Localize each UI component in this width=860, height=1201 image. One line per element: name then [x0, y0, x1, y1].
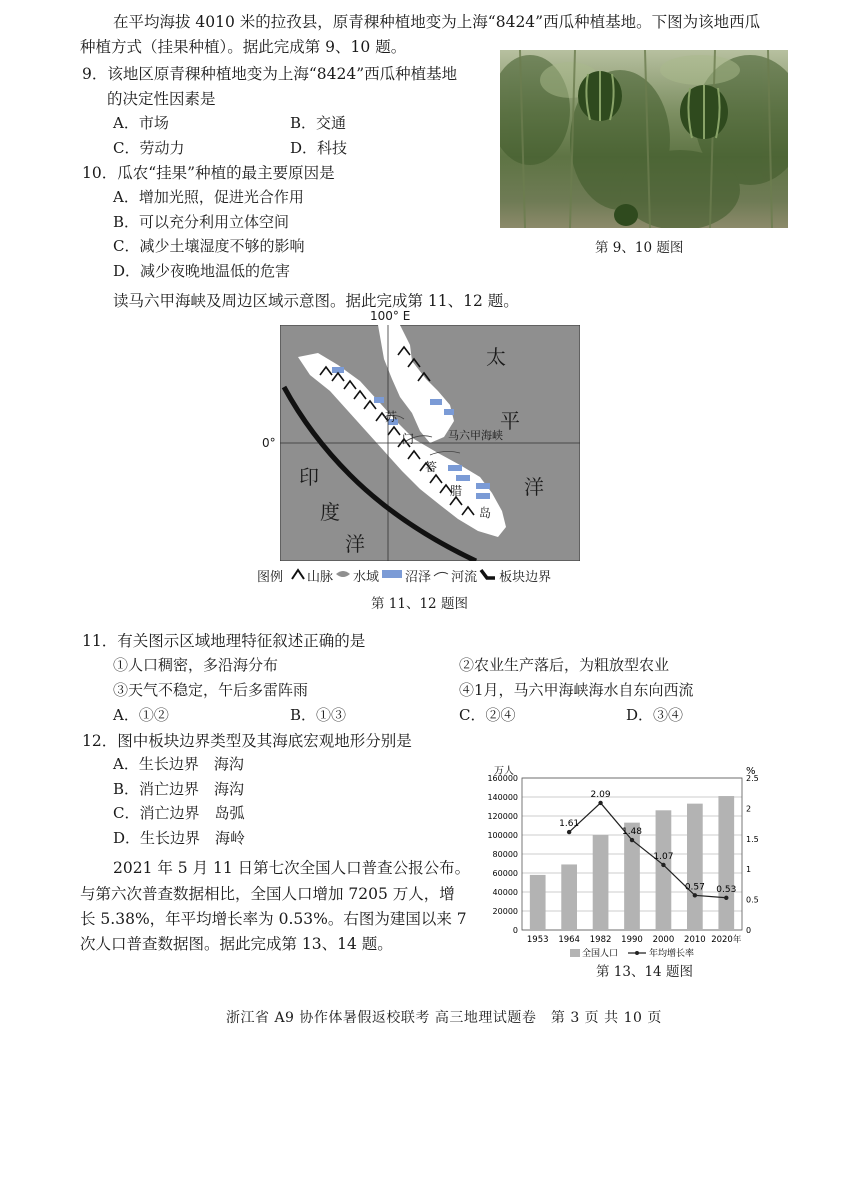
- chart-caption: 第 13、14 题图: [596, 964, 693, 980]
- q9-stem-line2: 的决定性因素是: [107, 90, 216, 108]
- q10-option-c: C．减少土壤湿度不够的影响: [113, 237, 305, 255]
- q12-option-a: A．生长边界 海沟: [113, 755, 244, 773]
- q12-option-c: C．消亡边界 岛弧: [113, 804, 245, 822]
- map-pacific-1: 太: [486, 345, 506, 369]
- map-sumatra-3: 答: [425, 460, 438, 474]
- population-census-chart: [470, 762, 780, 974]
- q9-option-b: B．交通: [290, 114, 347, 132]
- growth-rate-label: 2.09: [590, 789, 611, 800]
- q12-stem: 12．图中板块边界类型及其海底宏观地形分别是: [82, 732, 412, 750]
- intro-13-14-line4: 次人口普查数据图。据此完成第 13、14 题。: [80, 935, 393, 953]
- intro-11-12: 读马六甲海峡及周边区域示意图。据此完成第 11、12 题。: [113, 292, 519, 310]
- x-tick-label: 1953: [526, 935, 549, 945]
- left-tick-label: 120000: [487, 812, 518, 821]
- legend-title: 图例: [257, 570, 284, 585]
- legend-line-label: 年均增长率: [649, 949, 695, 959]
- map-sumatra-1: 苏: [385, 410, 398, 424]
- q9-stem-line1: 9．该地区原青稞种植地变为上海“8424”西瓜种植基地: [82, 65, 458, 83]
- q9-option-a: A．市场: [113, 114, 169, 132]
- intro-9-10-line2: 种植方式（挂果种植）。据此完成第 9、10 题。: [80, 38, 407, 56]
- map-pacific-2: 平: [500, 409, 520, 433]
- growth-rate-label: 0.57: [684, 882, 705, 893]
- right-tick-label: 2.5: [746, 774, 759, 783]
- right-tick-label: 1: [746, 865, 752, 875]
- water-legend-icon: [335, 568, 351, 584]
- legend-bar-swatch: [570, 949, 580, 957]
- q11-statement-1: ①人口稠密，多沿海分布: [113, 656, 279, 674]
- map-pacific-3: 洋: [524, 475, 544, 499]
- population-bar: [530, 875, 546, 930]
- growth-rate-point: [567, 830, 571, 834]
- swamp-legend-icon: [381, 568, 403, 583]
- right-tick-label: 0.5: [746, 895, 759, 905]
- legend-water: 水域: [353, 570, 380, 585]
- growth-rate-point: [598, 801, 602, 805]
- q9-option-d: D．科技: [290, 139, 348, 157]
- watermelon-photo: [500, 50, 788, 228]
- boundary-legend-icon: [479, 568, 497, 584]
- q10-option-d: D．减少夜晚地温低的危害: [113, 262, 291, 280]
- q10-option-b: B．可以充分利用立体空间: [113, 213, 290, 231]
- x-tick-label: 2000: [652, 935, 675, 945]
- map-meridian-label: 100° E: [370, 309, 411, 323]
- left-tick-label: 100000: [487, 831, 518, 840]
- map-equator-label: 0°: [262, 436, 276, 450]
- q11-option-b: B．①③: [290, 706, 347, 724]
- growth-rate-point: [630, 838, 634, 842]
- x-tick-label: 2010: [684, 935, 706, 945]
- x-tick-label: 2020年: [711, 935, 742, 945]
- page-footer: 浙江省 A9 协作体暑假返校联考 高三地理试题卷 第 3 页 共 10 页: [226, 1010, 662, 1026]
- q11-option-d: D．③④: [626, 706, 684, 724]
- x-tick-label: 1982: [589, 935, 612, 945]
- growth-rate-label: 0.53: [716, 884, 737, 895]
- legend-river: 河流: [451, 570, 478, 585]
- legend-swamp: 沼泽: [405, 570, 432, 585]
- mountain-legend-icon: [291, 568, 305, 584]
- population-bar: [593, 835, 609, 930]
- intro-9-10-line1: 在平均海拔 4010 米的拉孜县，原青稞种植地变为上海“8424”西瓜种植基地。下图为该地西瓜: [113, 13, 761, 31]
- legend-boundary: 板块边界: [499, 570, 552, 585]
- x-tick-label: 1964: [558, 935, 580, 945]
- right-tick-label: 1.5: [746, 834, 759, 844]
- intro-13-14-line2: 与第六次普查数据相比，全国人口增加 7205 万人，增: [80, 885, 455, 903]
- q11-option-a: A．①②: [113, 706, 169, 724]
- q11-option-c: C．②④: [459, 706, 516, 724]
- map-indian-3: 洋: [345, 532, 365, 556]
- q12-option-b: B．消亡边界 海沟: [113, 780, 245, 798]
- growth-rate-point: [724, 896, 728, 900]
- intro-13-14-line3: 长 5.38%，年平均增长率为 0.53%。右图为建国以来 7: [80, 910, 467, 928]
- left-tick-label: 20000: [492, 907, 518, 916]
- q11-stem: 11．有关图示区域地理特征叙述正确的是: [82, 632, 366, 650]
- malacca-map: [280, 325, 580, 561]
- map-strait-label: 马六甲海峡: [448, 429, 503, 442]
- left-tick-label: 40000: [492, 888, 518, 897]
- growth-rate-point: [693, 893, 697, 897]
- q9-option-c: C．劳动力: [113, 139, 185, 157]
- x-tick-label: 1990: [621, 935, 643, 945]
- population-bar: [684, 804, 705, 930]
- left-tick-label: 140000: [487, 793, 518, 802]
- right-tick-label: 2: [746, 804, 752, 814]
- growth-rate-label: 1.07: [653, 851, 674, 862]
- population-bar: [561, 864, 577, 930]
- map-indian-2: 度: [320, 500, 340, 524]
- photo-caption: 第 9、10 题图: [595, 240, 684, 256]
- map-sumatra-5: 岛: [479, 506, 492, 520]
- growth-rate-point: [661, 863, 665, 867]
- map-legend: [257, 566, 551, 585]
- q11-statement-4: ④1月，马六甲海峡海水自东向西流: [459, 681, 694, 699]
- q10-stem: 10．瓜农“挂果”种植的最主要原因是: [82, 164, 335, 182]
- q11-statement-2: ②农业生产落后，为粗放型农业: [459, 656, 670, 674]
- q11-statement-3: ③天气不稳定，午后多雷阵雨: [113, 681, 309, 699]
- map-sumatra-2: 门: [402, 432, 415, 446]
- left-unit-label: 万人: [494, 766, 514, 777]
- q12-option-d: D．生长边界 海岭: [113, 829, 246, 847]
- left-tick-label: 0: [512, 926, 518, 935]
- river-legend-icon: [433, 568, 449, 583]
- growth-rate-label: 1.48: [621, 827, 643, 838]
- right-tick-label: 0: [746, 926, 752, 935]
- left-tick-label: 160000: [487, 774, 518, 783]
- right-unit-label: %: [746, 766, 756, 777]
- left-tick-label: 60000: [492, 869, 518, 878]
- map-indian-1: 印: [299, 465, 319, 489]
- map-sumatra-4: 腊: [450, 484, 463, 498]
- intro-13-14-line1: 2021 年 5 月 11 日第七次全国人口普查公报公布。: [113, 859, 471, 877]
- left-tick-label: 80000: [492, 850, 518, 859]
- population-bar: [716, 796, 737, 930]
- growth-rate-label: 1.61: [559, 819, 580, 830]
- legend-bar-label: 全国人口: [582, 949, 619, 959]
- map-caption: 第 11、12 题图: [371, 596, 468, 612]
- census-chart-svg: [470, 762, 780, 974]
- legend-mountain: 山脉: [307, 570, 334, 585]
- legend-line-marker: [635, 951, 639, 955]
- q10-option-a: A．增加光照，促进光合作用: [113, 188, 304, 206]
